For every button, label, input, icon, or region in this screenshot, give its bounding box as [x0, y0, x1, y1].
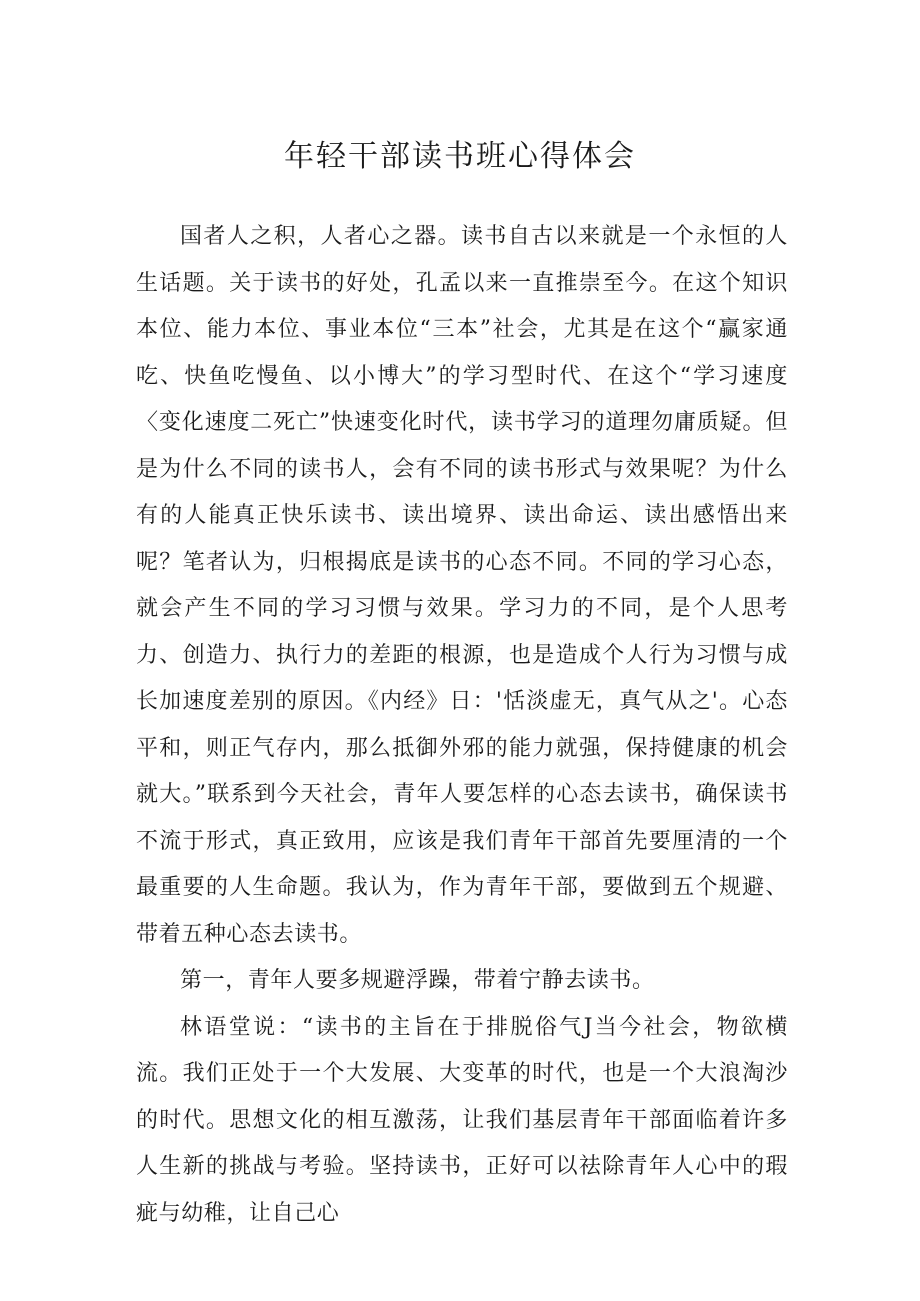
paragraph-point-one: 第一，青年人要多规避浮躁，带着宁静去读书。 [180, 968, 655, 993]
document-title: 年轻干部读书班心得体会 [284, 139, 636, 174]
paragraph-lin-yutang: 林语堂说：“读书的主旨在于排脱俗气J当今社会，物欲横流。我们正处于一个大发展、大变革的时代，也是一个大浪淘沙的时代。思想文化的相互激荡，让我们基层青年干部面临着许多人生新的挑战与考验。坚持读书，正好可以祛除青年人心中的瑕疵与幼稚，让自己心 [136, 1014, 788, 1226]
paragraph-intro: 国者人之积，人者心之器。读书自古以来就是一个永恒的人生话题。关于读书的好处，孔孟以来一直推崇至今。在这个知识本位、能力本位、事业本位“三本”社会，尤其是在这个“赢家通吃、快鱼吃慢鱼、以小博大”的学习型时代、在这个“学习速度〈变化速度二死亡”快速变化时代，读书学习的道理勿庸质疑。但是为什么不同的读书人，会有不同的读书形式与效果呢？为什么有的人能真正快乐读书、读出境界、读出命运、读出感悟出来呢？笔者认为，归根揭底是读书的心态不同。不同的学习心态，就会产生不同的学习习惯与效果。学习力的不同，是个人思考力、创造力、执行力的差距的根源，也是造成个人行为习惯与成长加速度差别的原因。《内经》日：'恬淡虚无，真气从之'。心态平和，则正气存内，那么抵御外邪的能力就强，保持健康的机会就大。”联系到今天社会，青年人要怎样的心态去读书，确保读书不流于形式，真正致用，应该是我们青年干部首先要厘清的一个最重要的人生命题。我认为，作为青年干部，要做到五个规避、带着五种心态去读书。 [136, 224, 788, 947]
document-body [136, 214, 788, 1237]
